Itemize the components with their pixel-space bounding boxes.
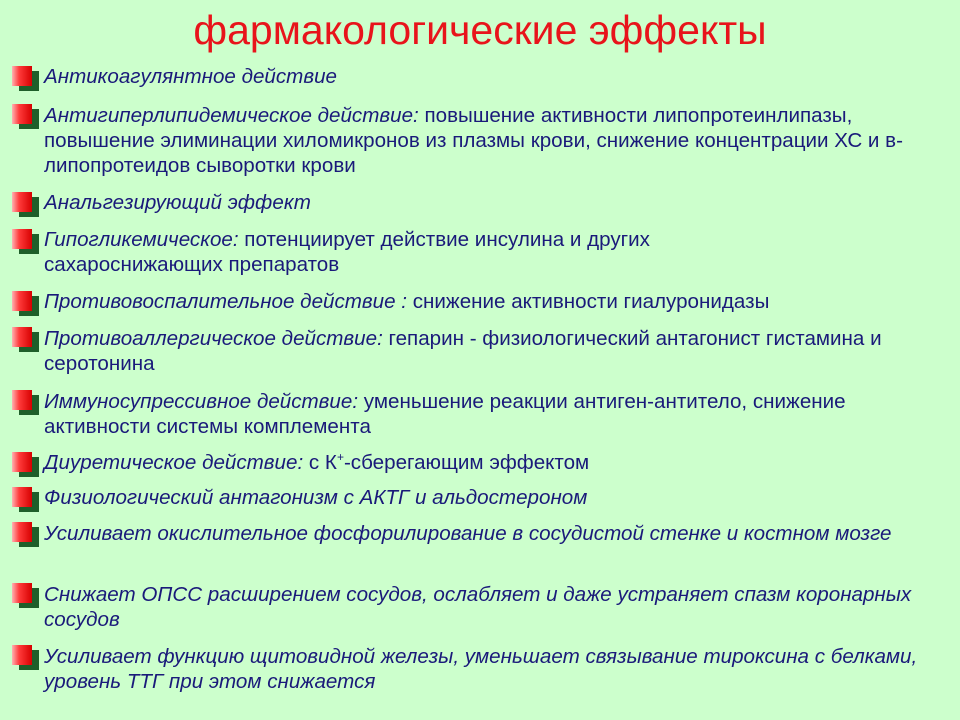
list-item bbox=[44, 190, 956, 215]
list-item bbox=[44, 103, 944, 178]
list-item bbox=[44, 521, 914, 546]
list-item bbox=[44, 485, 956, 510]
item-heading: Антикоагулянтное действие bbox=[44, 65, 337, 88]
item-text: снижение активности гиалуронидазы bbox=[407, 290, 770, 313]
item-heading: Снижает ОПСС расширением сосудов, ослабляет и даже устраняет спазм коронарных сосудов bbox=[44, 583, 912, 631]
item-text: гепарин - физиологический антагонист гистамина и серотонина bbox=[44, 327, 882, 375]
item-heading: Усиливает функцию щитовидной железы, уменьшает связывание тироксина с белками, уровень ТТГ при этом снижается bbox=[44, 645, 918, 693]
red-square-bullet-icon bbox=[12, 192, 32, 212]
slide-title: фармакологические эффекты bbox=[193, 7, 767, 53]
item-text: потенциирует действие инсулина и других сахароснижающих препаратов bbox=[44, 228, 650, 276]
item-text: с К bbox=[303, 451, 337, 474]
list-item bbox=[44, 389, 924, 439]
item-heading: Усиливает окислительное фосфорилирование в сосудистой стенке и костном мозге bbox=[44, 522, 892, 545]
superscript-plus: + bbox=[336, 450, 344, 465]
red-square-bullet-icon bbox=[12, 522, 32, 542]
red-square-bullet-icon bbox=[12, 66, 32, 86]
red-square-bullet-icon bbox=[12, 390, 32, 410]
list-item bbox=[44, 64, 956, 89]
item-text-cont: -сберегающим эффектом bbox=[343, 451, 590, 474]
item-text: уменьшение реакции антиген-антитело, снижение активности системы комплемента bbox=[44, 390, 846, 438]
item-heading: Анальгезирующий эффект bbox=[44, 191, 311, 214]
list-item bbox=[44, 227, 764, 277]
red-square-bullet-icon bbox=[12, 452, 32, 472]
list-item bbox=[44, 326, 924, 376]
item-heading: Противовоспалительное действие : bbox=[44, 290, 408, 313]
item-heading: Противоаллергическое действие: bbox=[44, 327, 383, 350]
red-square-bullet-icon bbox=[12, 487, 32, 507]
list-item bbox=[44, 289, 956, 314]
red-square-bullet-icon bbox=[12, 229, 32, 249]
item-heading: Гипогликемическое: bbox=[44, 228, 239, 251]
item-heading: Иммуносупрессивное действие: bbox=[44, 390, 359, 413]
red-square-bullet-icon bbox=[12, 291, 32, 311]
item-heading: Физиологический антагонизм с АКТГ и альдостероном bbox=[44, 486, 588, 509]
red-square-bullet-icon bbox=[12, 104, 32, 124]
item-heading: Диуретическое действие: bbox=[44, 451, 304, 474]
list-item bbox=[44, 450, 956, 475]
red-square-bullet-icon bbox=[12, 327, 32, 347]
item-heading: Антигиперлипидемическое действие: bbox=[44, 104, 419, 127]
red-square-bullet-icon bbox=[12, 583, 32, 603]
red-square-bullet-icon bbox=[12, 645, 32, 665]
list-item bbox=[44, 644, 944, 694]
item-text: повышение активности липопротеинлипазы, повышение элиминации хиломикронов из плазмы крови, снижение концентрации ХС и в-липопротеидов сыворотки крови bbox=[44, 104, 903, 177]
list-item bbox=[44, 582, 944, 632]
